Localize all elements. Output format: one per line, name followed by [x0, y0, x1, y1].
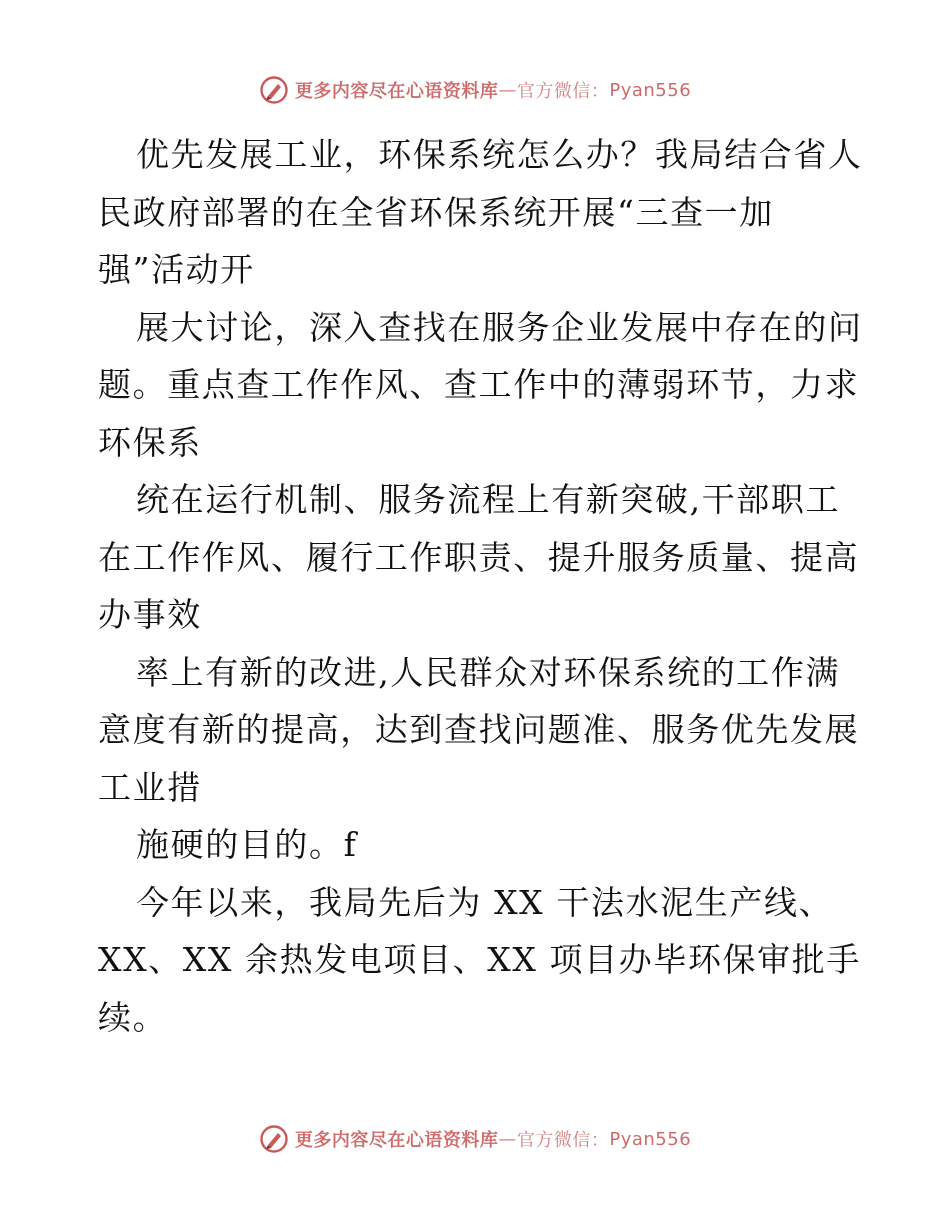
text-line: 在工作作风、履行工作职责、提升服务质量、提高 [98, 537, 860, 577]
watermark-footer [0, 1124, 950, 1154]
watermark-id: Pyan556 [609, 79, 692, 101]
text-line: 题。重点查工作作风、查工作中的薄弱环节，力求 [98, 365, 860, 404]
watermark-header [0, 75, 950, 105]
text-line: 率上有新的改进,人民群众对环保系统的工作满 [136, 652, 841, 692]
watermark-id: Pyan556 [609, 1128, 692, 1150]
text-line: 办事效 [98, 595, 202, 634]
text-line: 今年以来，我局先后为 XX 干法水泥生产线、 [136, 882, 834, 922]
text-line: 施硬的目的。f [136, 825, 358, 864]
watermark-main-text: 更多内容尽在心语资料库 [294, 81, 499, 102]
text-line: 优先发展工业，环保系统怎么办？我局结合省人 [136, 135, 863, 174]
watermark-dash: — [498, 79, 517, 101]
text-line: 工业措 [98, 767, 202, 807]
watermark-suffix: 官方微信： [516, 1130, 610, 1151]
text-line: 意度有新的提高，达到查找问题准、服务优先发展 [98, 710, 860, 749]
text-line: 环保系 [98, 422, 202, 462]
text-line: 统在运行机制、服务流程上有新突破,干部职工 [136, 480, 841, 519]
pen-logo-icon [259, 75, 289, 105]
watermark-main-text: 更多内容尽在心语资料库 [294, 1130, 499, 1151]
watermark-suffix: 官方微信： [516, 81, 610, 102]
pen-logo-icon [259, 1124, 289, 1154]
text-line: 民政府部署的在全省环保系统开展“三查一加 [98, 192, 774, 232]
watermark-dash: — [498, 1128, 517, 1150]
text-line: XX、XX 余热发电项目、XX 项目办毕环保审批手 [98, 940, 861, 979]
document-body [98, 126, 863, 1046]
text-line: 续。 [98, 997, 168, 1037]
text-line: 展大讨论，深入查找在服务企业发展中存在的问 [136, 307, 863, 347]
text-line: 强”活动开 [98, 250, 255, 289]
